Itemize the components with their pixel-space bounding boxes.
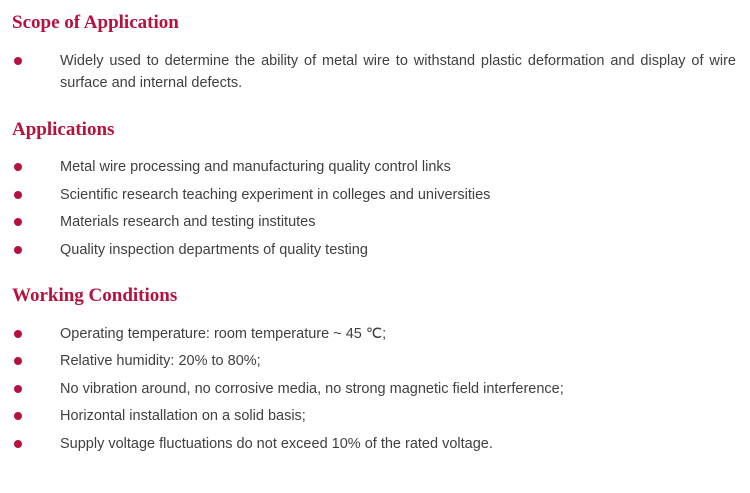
list-item-text: Widely used to determine the ability of metal wire to withstand plastic deformation and display of wire surface and internal defects. — [60, 52, 736, 92]
list-item-text: Relative humidity: 20% to 80%; — [60, 353, 261, 370]
bullet-dot-icon — [14, 330, 22, 338]
list-item-text: Supply voltage fluctuations do not exceed 10% of the rated voltage. — [60, 435, 493, 452]
section-applications — [12, 117, 738, 262]
bullet-dot-icon — [14, 163, 22, 171]
section-title-working-conditions: Working Conditions — [12, 285, 178, 307]
list-item-text: Materials research and testing institutes — [60, 214, 316, 231]
list-item-text: Operating temperature: room temperature ~ 45 ℃; — [60, 325, 387, 342]
list-item — [12, 211, 738, 233]
list-item-text: Scientific research teaching experiment in colleges and universities — [60, 186, 491, 203]
list-item — [12, 350, 738, 372]
list-item — [12, 50, 738, 95]
list-item — [12, 378, 738, 400]
bullet-dot-icon — [14, 246, 22, 254]
section-title-applications: Applications — [12, 118, 115, 140]
applications-bullet-list — [12, 156, 738, 261]
section-working-conditions — [12, 283, 738, 455]
list-item — [12, 405, 738, 427]
bullet-dot-icon — [14, 440, 22, 448]
bullet-dot-icon — [14, 218, 22, 226]
section-scope-of-application — [12, 10, 738, 95]
bullet-dot-icon — [14, 412, 22, 420]
list-item-text: Horizontal installation on a solid basis; — [60, 408, 306, 425]
list-item — [12, 433, 738, 455]
section-title-scope: Scope of Application — [12, 12, 179, 33]
list-item — [12, 156, 738, 178]
list-item-text: Metal wire processing and manufacturing quality control links — [60, 159, 451, 176]
list-item-text: No vibration around, no corrosive media, no strong magnetic field interference; — [60, 380, 564, 397]
list-item-text: Quality inspection departments of quality testing — [60, 241, 368, 258]
list-item — [12, 323, 738, 345]
bullet-dot-icon — [14, 385, 22, 393]
bullet-dot-icon — [14, 57, 22, 65]
working-conditions-bullet-list — [12, 323, 738, 455]
list-item — [12, 239, 738, 261]
scope-bullet-list — [12, 50, 738, 95]
bullet-dot-icon — [14, 191, 22, 199]
bullet-dot-icon — [14, 357, 22, 365]
list-item — [12, 184, 738, 206]
